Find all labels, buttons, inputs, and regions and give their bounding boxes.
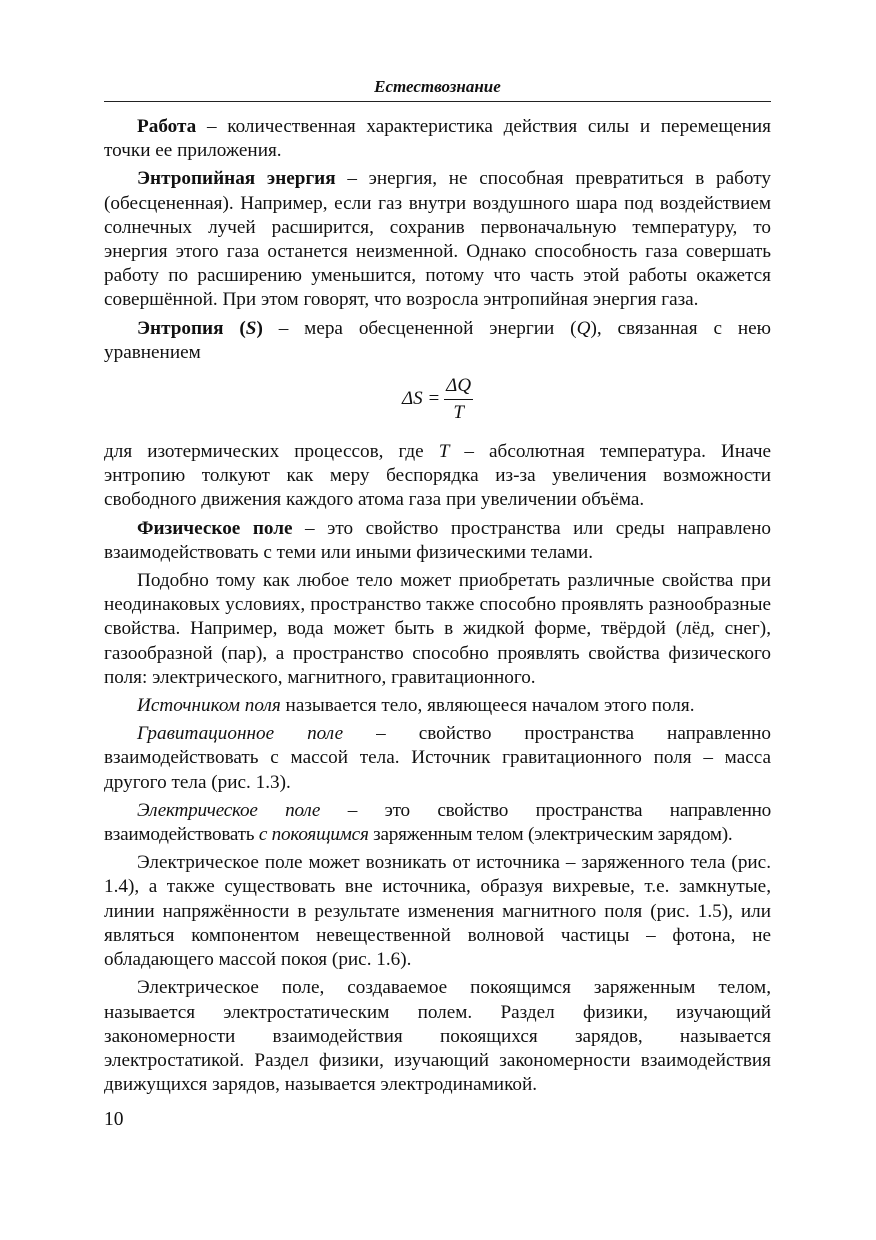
entropy-formula [104,375,771,424]
paragraph-isothermal [104,440,771,513]
paragraph-text: – это свойство пространства направленно взаимодействовать [104,799,771,846]
paragraph-entropy [104,317,771,365]
paragraph-text: – мера обесцененной энергии ( [262,317,577,339]
paragraph-electric-field-sources: Электрическое поле может возникать от источника – заряженного тела (рис. 1.4), а также существовать вне источника, образуя вихревые, т.е. замкнутые, линии напряжённости в результате изменения магнитного поля (рис. 1.5), или являться компонентом невещественной волновой частицы – фотона, не обладающего массой покоя (рис. 1.6). [104,852,771,971]
paragraph-text: – количественная характеристика действия силы и перемещения точки ее приложения. [104,116,771,162]
term-work: Работа [137,116,197,137]
term-electric-field: Электрическое поле [137,799,321,821]
term-entropy [137,318,263,339]
formula-lhs: ΔS = [401,387,441,409]
term-gravity-field: Гравитационное поле [137,723,344,745]
term-field-source: Источником поля [137,695,281,717]
running-header: Естествознание [374,77,501,96]
term-entropy-energy: Энтропийная энергия [137,168,336,190]
paragraph-space-properties: Подобно тому как любое тело может приобретать различные свойства при неодинаковых условиях, пространство также способно проявлять разнообразные свойства. Например, вода может быть в жидкой форме, твёрдой (лёд, снег), газообразной (пар), а пространство способно проявлять свойства физического поля: электрического, магнитного, гравитационного. [104,570,771,688]
header-rule [104,101,771,102]
paragraph-electric-field [104,799,771,847]
paragraph-text: для изотермических процессов, где [104,441,439,463]
term-entropy-close: ) [256,317,263,339]
symbol-q: Q [576,317,591,339]
paragraph-entropy-energy [104,167,771,312]
paragraph-work [104,115,771,163]
emphasis-at-rest: с покоящимся [258,824,369,846]
symbol-s: S [245,317,257,339]
paragraph-text: – абсолютная температура. Иначе энтропию толкуют как меру беспорядка из-за увеличения возможности свободного движения каждого атома газа при увеличении объёма. [104,441,772,511]
paragraph-text: ), связанная с нею уравнением [104,317,772,363]
term-physical-field: Физическое поле [137,517,293,539]
symbol-t: T [438,441,450,463]
paragraph-physical-field [104,517,771,565]
page-number: 10 [104,1109,124,1130]
paragraph-text: – это свойство пространства или среды направлено взаимодействовать с теми или иными физическими телами. [104,517,771,563]
formula-numerator: ΔQ [444,375,473,400]
formula-denominator: T [453,402,464,424]
paragraph-text: заряженным телом (электрическим зарядом). [368,824,733,846]
page-body [104,115,771,1101]
paragraph-field-source [104,694,771,718]
paragraph-electrostatics: Электрическое поле, создаваемое покоящимся заряженным телом, называется электростатическим полем. Раздел физики, изучающий закономерности взаимодействия покоящихся зарядов, называется электростатикой. Раздел физики, изучающий закономерности взаимодействия движущихся зарядов, называется электродинамикой. [104,977,771,1096]
paragraph-text: – свойство пространства направленно взаимодействовать с массой тела. Источник гравитационного поля – масса другого тела (рис. 1.3). [104,723,771,793]
paragraph-text: – энергия, не способная превратиться в работу (обесцененная). Например, если газ внутри воздушного шара под воздействием солнечных лучей расширится, сохранив первоначальную температуру, то энергия этого газа останется неизменной. Однако способность газа совершать работу по расширению уменьшится, потому что часть этой работы окажется совершённой. При этом говорят, что возросла энтропийная энергия газа. [104,168,771,311]
paragraph-gravity-field [104,722,771,795]
formula-fraction [444,375,473,424]
term-entropy-label: Энтропия ( [137,317,246,339]
paragraph-text: называется тело, являющееся началом этого поля. [280,695,695,717]
